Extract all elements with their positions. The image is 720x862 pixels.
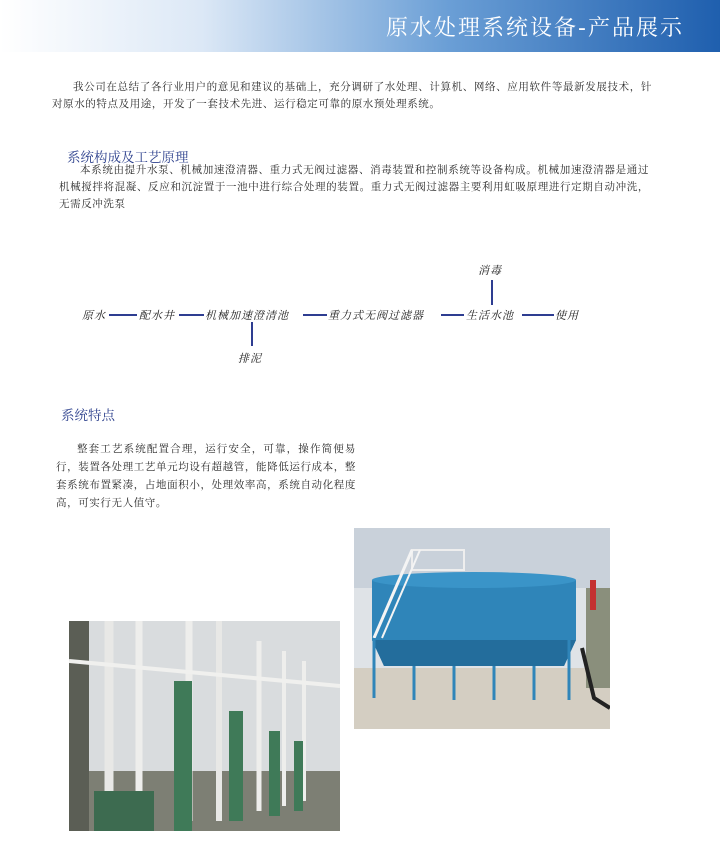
- flow-connector: [441, 314, 464, 316]
- flow-node-use: 使用: [555, 309, 579, 322]
- flow-node-dosing-well: 配水井: [139, 309, 175, 322]
- composition-paragraph: 本系统由提升水泵、机械加速澄清器、重力式无阀过滤器、消毒装置和控制系统等设备构成。机械加速澄清器是通过机械搅拌将混凝、反应和沉淀置于一池中进行综合处理的装置。重力式无阀过滤器主要利用虹吸原理进行定期自动冲洗，无需反冲洗泵: [59, 164, 649, 210]
- flow-node-disinfection: 消毒: [478, 264, 502, 277]
- features-paragraph: 整套工艺系统配置合理，运行安全，可靠，操作简便易行，装置各处理工艺单元均设有超越管，能降低运行成本，整套系统布置紧凑，占地面积小，处理效率高，系统自动化程度高，可实行无人值守。: [56, 443, 356, 509]
- flow-connector: [179, 314, 204, 316]
- intro-paragraph: 我公司在总结了各行业用户的意见和建议的基础上，充分调研了水处理、计算机、网络、应用软件等最新发展技术，针对原水的特点及用途，开发了一套技术先进、运行稳定可靠的原水预处理系统。: [52, 81, 652, 110]
- flow-node-raw-water: 原水: [82, 309, 106, 322]
- header-bar: [0, 0, 720, 52]
- flow-connector: [109, 314, 137, 316]
- features-heading: 系统特点: [61, 408, 115, 424]
- pipe-hall-photo: [69, 621, 340, 831]
- composition-heading: 系统构成及工艺原理: [67, 150, 189, 166]
- flow-node-sludge: 排泥: [238, 352, 262, 365]
- flow-connector: [491, 280, 493, 305]
- flow-connector: [251, 322, 253, 346]
- flow-node-clear-pool: 生活水池: [466, 309, 514, 322]
- flow-node-filter: 重力式无阀过滤器: [328, 309, 424, 322]
- flow-connector: [522, 314, 554, 316]
- page-title: 原水处理系统设备-产品展示: [386, 16, 684, 41]
- clarifier-tank-photo: [354, 528, 610, 729]
- flow-node-clarifier: 机械加速澄清池: [205, 309, 289, 322]
- flow-connector: [303, 314, 327, 316]
